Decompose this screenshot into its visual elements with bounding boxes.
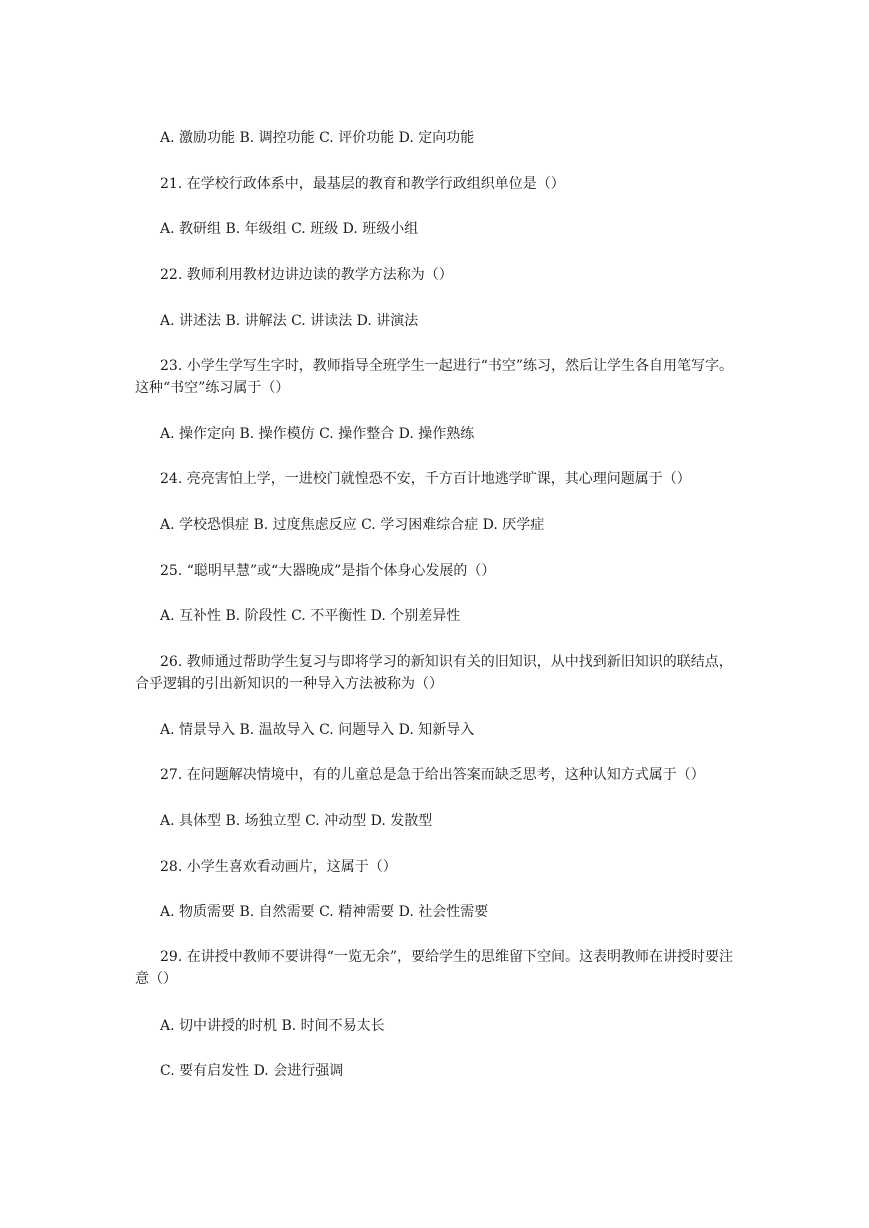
answer-options-27: A. 具体型 B. 场独立型 C. 冲动型 D. 发散型 — [160, 813, 433, 829]
answer-options-22: A. 讲述法 B. 讲解法 C. 讲读法 D. 讲演法 — [160, 313, 419, 329]
question-23: 23. 小学生学写生字时，教师指导全班学生一起进行“书空”练习，然后让学生各自用笔写字。这种“书空”练习属于（） — [135, 358, 734, 396]
answer-options-23: A. 操作定向 B. 操作模仿 C. 操作整合 D. 操作熟练 — [160, 426, 475, 442]
answer-options-21: A. 教研组 B. 年级组 C. 班级 D. 班级小组 — [160, 221, 419, 237]
answer-options-26: A. 情景导入 B. 温故导入 C. 问题导入 D. 知新导入 — [160, 722, 475, 738]
answer-options-29-ab: A. 切中讲授的时机 B. 时间不易太长 — [160, 1018, 385, 1034]
question-29: 29. 在讲授中教师不要讲得“一览无余”，要给学生的思维留下空间。这表明教师在讲授时要注意（） — [135, 949, 734, 987]
answer-options-29-cd: C. 要有启发性 D. 会进行强调 — [160, 1063, 344, 1079]
question-24: 24. 亮亮害怕上学，一进校门就惶恐不安，千方百计地逃学旷课，其心理问题属于（） — [160, 471, 691, 487]
question-22: 22. 教师利用教材边讲边读的教学方法称为（） — [160, 267, 453, 283]
answer-options-20: A. 激励功能 B. 调控功能 C. 评价功能 D. 定向功能 — [160, 130, 475, 146]
question-26: 26. 教师通过帮助学生复习与即将学习的新知识有关的旧知识，从中找到新旧知识的联结点，合乎逻辑的引出新知识的一种导入方法被称为（） — [135, 654, 733, 692]
answer-options-25: A. 互补性 B. 阶段性 C. 不平衡性 D. 个别差异性 — [160, 608, 461, 624]
question-28: 28. 小学生喜欢看动画片，这属于（） — [160, 859, 397, 875]
question-21: 21. 在学校行政体系中，最基层的教育和教学行政组织单位是（） — [160, 176, 565, 192]
answer-options-24: A. 学校恐惧症 B. 过度焦虑反应 C. 学习困难综合症 D. 厌学症 — [160, 517, 545, 533]
question-27: 27. 在问题解决情境中，有的儿童总是急于给出答案而缺乏思考，这种认知方式属于（） — [160, 767, 705, 783]
question-25: 25. “聪明早慧”或“大器晚成”是指个体身心发展的（） — [160, 563, 496, 579]
answer-options-28: A. 物质需要 B. 自然需要 C. 精神需要 D. 社会性需要 — [160, 904, 489, 920]
